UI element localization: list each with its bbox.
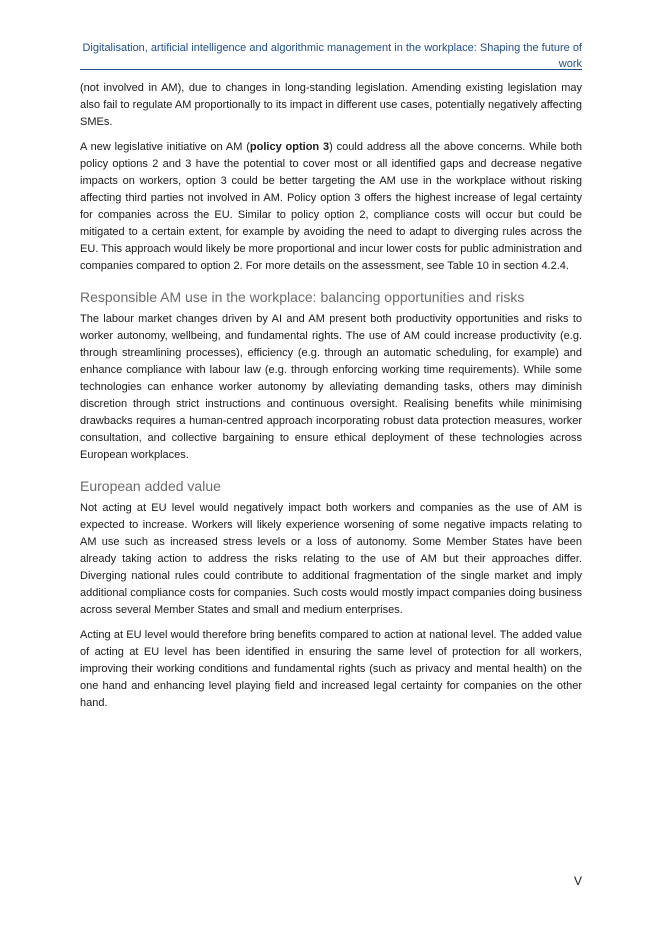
paragraph-not-acting: Not acting at EU level would negatively impact both workers and companies as the use of AM is expected to increase. Workers will likely experience worsening of some negative impacts relating to AM use such as increased stress levels or a loss of autonomy. Some Member States have been already taking action to address the risks relating to the use of AM but their approaches differ. Diverging national rules could contribute to additional fragmentation of the single market and imply additional compliance costs for companies. Such costs would mostly impact companies doing business across several Member States and small and medium enterprises. <box>80 502 582 616</box>
section-heading-responsible-am: Responsible AM use in the workplace: balancing opportunities and risks <box>80 289 525 305</box>
page-body <box>80 80 582 720</box>
policy-option-emphasis: policy option 3 <box>249 141 330 153</box>
running-header: Digitalisation, artificial intelligence and algorithmic management in the workplace: Shaping the future of work <box>82 42 582 70</box>
paragraph-policy-option-3 <box>80 139 582 275</box>
paragraph-acting-eu-level: Acting at EU level would therefore bring benefits compared to action at national level. The added value of acting at EU level has been identified in ensuring the same level of protection for all workers, improving their working conditions and fundamental rights (such as privacy and mental health) on the one hand and enhancing level playing field and increased legal certainty for companies on the other hand. <box>80 629 582 709</box>
paragraph-continuation: (not involved in AM), due to changes in long-standing legislation. Amending existing legislation may also fail to regulate AM proportionally to its impact in different use cases, potentially negatively affecting SMEs. <box>80 82 582 128</box>
paragraph-responsible-am: The labour market changes driven by AI and AM present both productivity opportunities and risks to worker autonomy, wellbeing, and fundamental rights. The use of AM could increase productivity (e.g. through streamlining processes), efficiency (e.g. through an automatic scheduling, for example) and enhance compliance with labour law (e.g. through enforcing working time requirements). While some technologies can enhance worker autonomy by alleviating demanding tasks, others may diminish discretion through strict instructions and continuous oversight. Realising benefits while minimising drawbacks requires a human-centred approach incorporating robust data protection measures, worker consultation, and collective bargaining to ensure ethical deployment of these technologies across European workplaces. <box>80 313 582 461</box>
section-heading-european-added-value: European added value <box>80 478 221 494</box>
page-number: V <box>573 874 582 888</box>
paragraph-text: ) could address all the above concerns. While both policy options 2 and 3 have the potential to cover most or all identified gaps and decrease negative impacts on workers, option 3 could be better targeting the AM use in the workplace without risking affecting third parties not involved in AM. Policy option 3 offers the highest increase of legal certainty for companies across the EU. Similar to policy option 2, compliance costs will occur but could be mitigated to a certain extent, for example by avoiding the need to adapt to diverging rules across the EU. This approach would likely be more proportional and incur lower costs for public administration and companies compared to option 2. For more details on the assessment, see Table 10 in section 4.2.4. <box>80 141 582 272</box>
header-divider <box>80 69 582 70</box>
paragraph-text: A new legislative initiative on AM ( <box>80 141 250 153</box>
